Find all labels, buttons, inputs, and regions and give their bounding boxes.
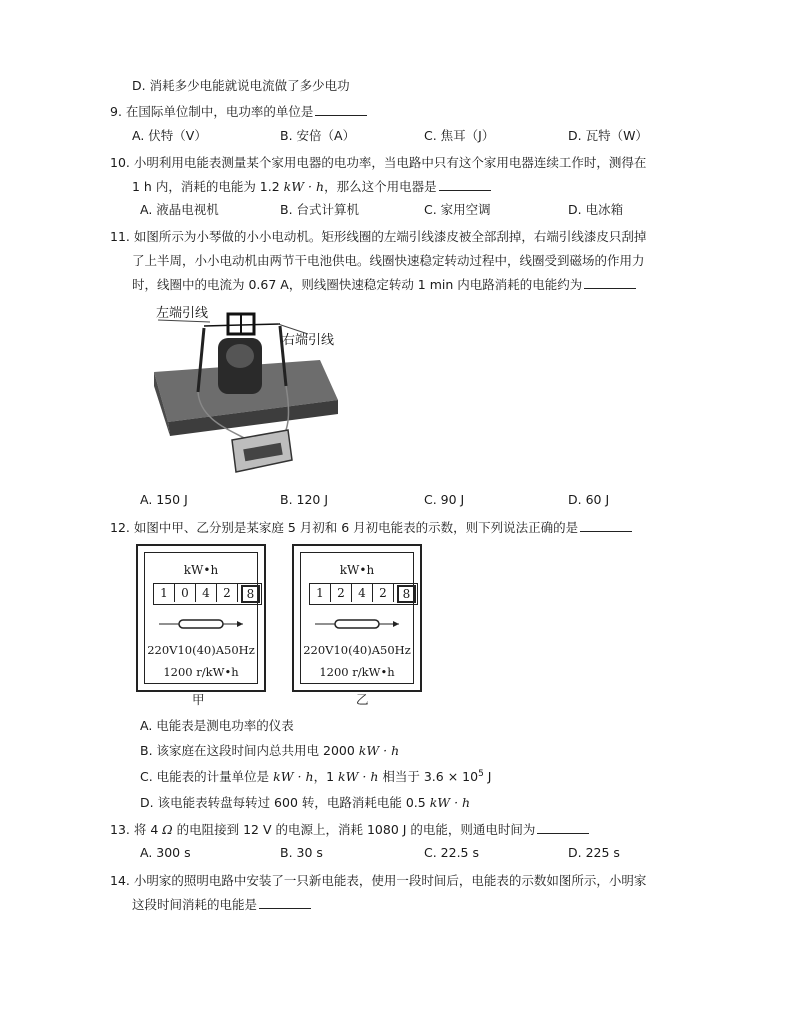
q12-option-b-unit: kW · h <box>358 743 400 758</box>
q14-line2-text: 这段时间消耗的电能是 <box>132 897 258 912</box>
q12-blank <box>580 519 632 532</box>
q13-blank <box>537 821 589 834</box>
q9-option-b: B. 安倍（A） <box>280 128 356 143</box>
q9-option-a: A. 伏特（V） <box>132 128 207 143</box>
q10-unit: kW · h <box>283 179 325 194</box>
q12-option-c-b: ，1 <box>313 769 338 784</box>
meter-digits <box>153 583 262 605</box>
q10-option-c: C. 家用空调 <box>424 202 491 217</box>
meter-constant: 1200 r/kW•h <box>319 665 395 679</box>
q11-option-c: C. 90 J <box>424 492 465 507</box>
energy-meter-jia <box>136 544 266 692</box>
meter-face <box>300 552 414 684</box>
q12-option-b-text: B. 该家庭在这段时间内总共用电 2000 <box>140 743 359 758</box>
meter-spec: 220V10(40)A50Hz <box>303 643 411 657</box>
q11-option-a: A. 150 J <box>140 492 188 507</box>
q10-blank <box>439 178 491 191</box>
q11-line1: 11. 如图所示为小琴做的小小电动机。矩形线圈的左端引线漆皮被全部刮掉，右端引线漆皮只刮掉 <box>110 229 647 244</box>
q12-option-c-a: C. 电能表的计量单位是 <box>140 769 274 784</box>
meter-face <box>144 552 258 684</box>
digit: 1 <box>310 584 331 602</box>
q13-option-c: C. 22.5 s <box>424 845 479 860</box>
q9-option-d: D. 瓦特（W） <box>568 128 648 143</box>
q12-option-c-c: 相当于 3.6 × 10 <box>378 769 479 784</box>
q13-option-b: B. 30 s <box>280 845 323 860</box>
label-right-lead: 右端引线 <box>282 333 335 348</box>
digit: 0 <box>175 584 196 602</box>
q12-option-c <box>140 767 491 785</box>
q10-option-b: B. 台式计算机 <box>280 202 360 217</box>
q11-option-b: B. 120 J <box>280 492 329 507</box>
digit: 2 <box>217 584 238 602</box>
digit: 2 <box>331 584 352 602</box>
decimal-digit: 8 <box>241 585 260 603</box>
q10-option-d: D. 电冰箱 <box>568 202 624 217</box>
q11-option-d: D. 60 J <box>568 492 610 507</box>
q12-option-c-unit2: kW · h <box>338 769 379 784</box>
digit: 4 <box>352 584 373 602</box>
q12-option-c-unit1: kW · h <box>273 769 314 784</box>
meter-unit: kW•h <box>339 563 375 577</box>
rotor-disc-icon <box>315 617 401 631</box>
q13-option-d: D. 225 s <box>568 845 620 860</box>
q11-line3 <box>132 275 636 293</box>
disc-arrow <box>393 621 399 627</box>
meter-caption-jia: 甲 <box>192 692 205 707</box>
decimal-digit: 8 <box>397 585 416 603</box>
q12-option-a: A. 电能表是测电功率的仪表 <box>140 718 294 733</box>
q12-text: 12. 如图中甲、乙分别是某家庭 5 月初和 6 月初电能表的示数，则下列说法正确的是 <box>110 520 579 535</box>
q12-stem <box>110 518 632 536</box>
q12-option-d <box>140 793 470 811</box>
q9-text: 9. 在国际单位制中，电功率的单位是 <box>110 104 314 119</box>
electric-motor-figure <box>140 300 350 480</box>
q9-stem <box>110 102 367 120</box>
q10-line1: 10. 小明利用电能表测量某个家用电器的电功率，当电路中只有这个家用电器连续工作时，测得在 <box>110 155 647 170</box>
q14-blank <box>259 896 311 909</box>
q8-option-d: D. 消耗多少电能就说电流做了多少电功 <box>132 78 350 93</box>
q13-omega: Ω <box>162 822 173 837</box>
meter-caption-yi: 乙 <box>356 692 369 707</box>
q13-text-a: 13. 将 4 <box>110 822 163 837</box>
q12-option-b <box>140 741 399 759</box>
q9-option-c: C. 焦耳（J） <box>424 128 495 143</box>
q11-line3-text: 时，线圈中的电流为 0.67 A，则线圈快速稳定转动 1 min 内电路消耗的电能约为 <box>132 277 583 292</box>
q14-line2 <box>132 895 311 913</box>
meter-constant: 1200 r/kW•h <box>163 665 239 679</box>
disc-arrow <box>237 621 243 627</box>
q12-option-d-text: D. 该电能表转盘每转过 600 转，电路消耗电能 0.5 <box>140 795 430 810</box>
q13-option-a: A. 300 s <box>140 845 191 860</box>
energy-meter-yi <box>292 544 422 692</box>
meter-digits <box>309 583 418 605</box>
axle <box>204 324 280 326</box>
q13-text-b: 的电阻接到 12 V 的电源上，消耗 1080 J 的电能，则通电时间为 <box>172 822 536 837</box>
q11-blank <box>584 276 636 289</box>
q10-option-a: A. 液晶电视机 <box>140 202 219 217</box>
meter-unit: kW•h <box>183 563 219 577</box>
q9-blank <box>315 103 367 116</box>
disc <box>335 620 379 628</box>
q10-line2b: ，那么这个用电器是 <box>324 179 437 194</box>
q12-option-d-unit: kW · h <box>429 795 471 810</box>
q12-option-c-d: J <box>483 769 492 784</box>
digit: 2 <box>373 584 394 602</box>
q13-stem <box>110 820 589 838</box>
q11-line2: 了上半周，小小电动机由两节干电池供电。线圈快速稳定转动过程中，线圈受到磁场的作用力 <box>132 253 645 268</box>
digit: 1 <box>154 584 175 602</box>
q14-line1: 14. 小明家的照明电路中安装了一只新电能表，使用一段时间后，电能表的示数如图所示，小明家 <box>110 873 647 888</box>
magnet-hole <box>226 344 254 368</box>
disc <box>179 620 223 628</box>
q10-line2a: 1 h 内，消耗的电能为 1.2 <box>132 179 284 194</box>
q10-line2 <box>132 177 491 195</box>
rotor-disc-icon <box>159 617 245 631</box>
q12-option-c-exp: 5 <box>478 768 484 779</box>
digit: 4 <box>196 584 217 602</box>
label-left-lead: 左端引线 <box>156 306 209 321</box>
meter-spec: 220V10(40)A50Hz <box>147 643 255 657</box>
